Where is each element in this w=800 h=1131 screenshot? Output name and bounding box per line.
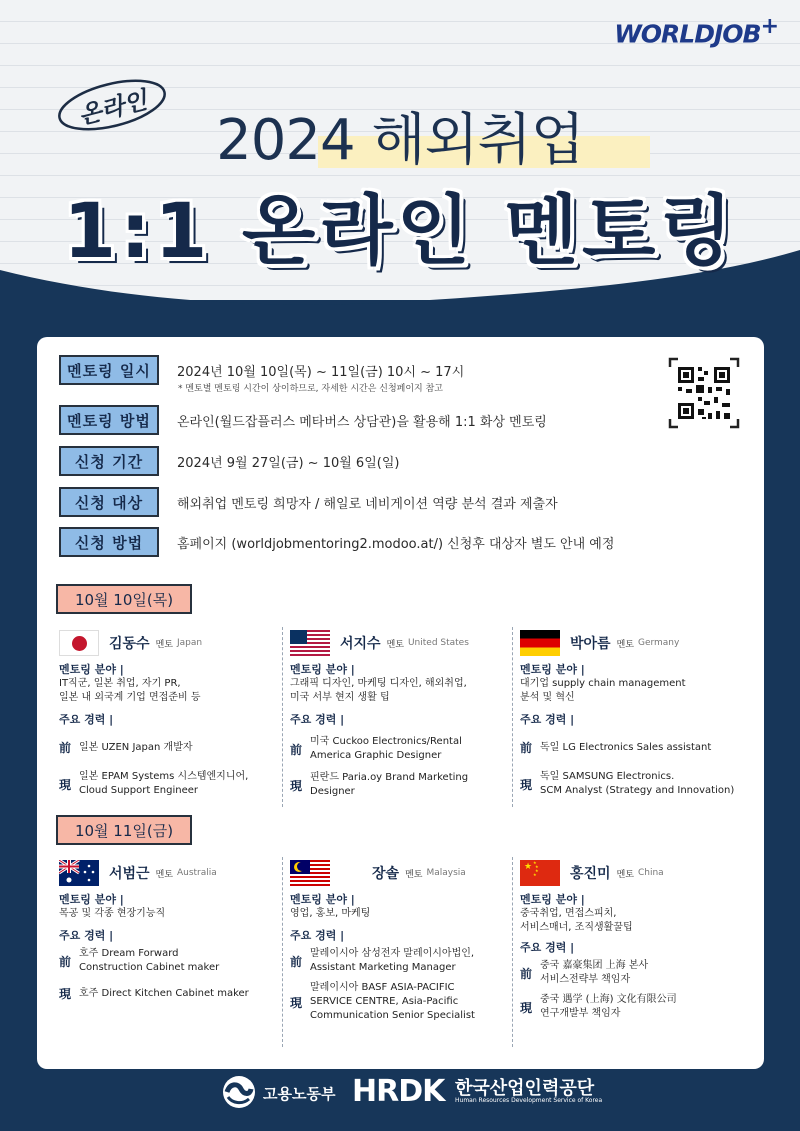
career-label: 주요 경력 | [290,929,345,942]
current-line: Cloud Support Engineer [79,785,198,796]
field-label: 멘토링 분야 | [290,893,355,906]
field-label: 멘토링 분야 | [59,663,124,676]
info-value: 해외취업 멘토링 희망자 / 해일로 네비게이션 역량 분석 결과 제출자 [177,496,558,512]
date-tag-day1: 10월 10일(목) [56,584,192,614]
mentor-name: 서범근 [109,866,150,882]
current-line: 핀란드 Paria.oy Brand Marketing [310,772,469,783]
field-line: 그래픽 디자인, 마케팅 디자인, 해외취업, [290,678,467,689]
field-label: 멘토링 분야 | [290,663,355,676]
career-label: 주요 경력 | [520,713,575,726]
mentor-card [290,629,514,799]
usa-flag-icon [290,630,330,656]
past-mark: 前 [290,954,303,969]
current-line: 연구개발부 책임자 [540,1008,621,1019]
field-line: 중국취업, 면접스피치, [520,908,617,919]
field-line: 대기업 supply chain management [520,678,686,689]
content-card [37,337,764,1069]
past-mark: 前 [290,742,303,757]
info-label: 신청 방법 [59,527,159,557]
worldjob-logo: WORLDJOB+ [614,14,778,49]
past-mark: 前 [59,741,72,755]
mentor-card [520,859,744,1021]
japan-flag-icon [59,630,99,656]
info-label: 멘토링 일시 [59,355,159,385]
info-label: 신청 대상 [59,487,159,517]
title-line-1: 2024 해외취업 [216,108,584,173]
mentor-role: 멘토 [386,639,404,650]
qr-code[interactable] [668,357,740,429]
date-tag-day2: 10월 11일(금) [56,815,192,845]
mentor-card [59,629,283,798]
past-line: 서비스전략부 책임자 [540,974,631,985]
field-line: 서비스매너, 조직생활꿀팁 [520,922,633,933]
current-line: Communication Senior Specialist [310,1010,475,1021]
column-divider [512,627,513,807]
column-divider [282,627,283,807]
field-line: 영업, 홍보, 마케팅 [290,908,371,919]
china-flag-icon: ★ ★ ★ ★ ★ [520,860,560,886]
hrdk-logo: HRDK [352,1074,445,1109]
online-badge: 온라인 [50,67,175,144]
mentor-card [290,859,514,1023]
field-label: 멘토링 분야 | [59,893,124,906]
australia-flag-icon [59,860,99,886]
past-mark: 前 [520,741,533,755]
mentor-name: 장솔 [372,866,400,882]
current-line: 말레이시아 BASF ASIA-PACIFIC [310,982,455,993]
mentor-role: 멘토 [616,639,634,650]
current-line: 호주 Direct Kitchen Cabinet maker [79,987,249,999]
mentor-role: 멘토 [155,869,173,880]
mentor-country: Germany [637,638,680,648]
past-line: Construction Cabinet maker [79,962,220,973]
mentor-country: Malaysia [426,868,466,878]
career-label: 주요 경력 | [290,713,345,726]
current-mark: 現 [520,1000,533,1015]
past-mark: 前 [520,966,533,981]
mentor-name: 김동수 [109,636,150,652]
field-line: IT직군, 일본 취업, 자기 PR, [59,678,181,689]
info-label: 신청 기간 [59,446,159,476]
current-line: SCM Analyst (Strategy and Innovation) [540,785,735,796]
past-line: America Graphic Designer [310,750,442,761]
mentor-country: China [637,868,664,878]
column-divider [512,857,513,1047]
ministry-logo-icon [222,1075,256,1109]
hrdk-name-english: Human Resources Development Service of Korea [455,1097,603,1104]
malaysia-flag-icon [290,860,330,886]
info-value: 온라인(월드잡플러스 메타버스 상담관)을 활용해 1:1 화상 멘토링 [177,414,547,430]
mentor-name: 서지수 [340,636,381,652]
info-row-period [59,446,399,476]
info-row-target [59,487,558,517]
past-line: Assistant Marketing Manager [310,962,456,973]
current-mark: 現 [290,995,303,1010]
current-line: 중국 遇学 (上海) 文化有限公司 [540,994,677,1005]
field-label: 멘토링 분야 | [520,663,585,676]
info-row-apply [59,527,614,557]
mentor-name: 박아름 [570,636,611,652]
field-line: 미국 서부 현지 생활 팁 [290,692,390,703]
past-line: 호주 Dream Forward [79,948,179,959]
past-line: 일본 UZEN Japan 개발자 [79,741,193,753]
career-label: 주요 경력 | [59,929,114,942]
field-line: 분석 및 혁신 [520,692,575,703]
mentor-role: 멘토 [155,639,173,650]
mentor-role: 멘토 [616,869,634,880]
germany-flag-icon [520,630,560,656]
column-divider [282,857,283,1047]
info-note: * 멘토별 멘토링 시간이 상이하므로, 자세한 시간은 신청페이지 참고 [178,384,443,394]
current-line: SERVICE CENTRE, Asia-Pacific [310,996,459,1007]
current-line: Designer [310,786,355,797]
current-mark: 現 [290,778,303,793]
info-value: 2024년 10월 10일(목) ~ 11일(금) 10시 ~ 17시 [177,364,465,380]
past-line: 말레이시아 삼성전자 말레이시아법인, [310,948,475,959]
career-label: 주요 경력 | [520,941,575,954]
field-label: 멘토링 분야 | [520,893,585,906]
info-value: 홈페이지 (worldjobmentoring2.modoo.at/) 신청후 대상자 별도 안내 예정 [177,536,615,552]
mentor-country: Australia [176,868,217,878]
info-row-method [59,405,547,435]
past-mark: 前 [59,954,72,969]
past-line: 중국 嘉豪集团 上海 본사 [540,960,649,971]
ministry-name: 고용노동부 [263,1085,336,1103]
current-line: 일본 EPAM Systems 시스템엔지니어, [79,771,249,782]
mentor-name: 홍진미 [570,866,611,882]
current-mark: 現 [59,987,72,1001]
info-label: 멘토링 방법 [59,405,159,435]
mentor-card [520,629,760,798]
mentor-role: 멘토 [405,869,423,880]
mentor-country: Japan [176,638,203,648]
mentor-country: United States [407,638,469,648]
field-line: 목공 및 각종 현장기능직 [59,908,166,919]
field-line: 일본 내 외국계 기업 면접준비 등 [59,692,201,703]
current-line: 독일 SAMSUNG Electronics. [540,771,675,782]
past-line: 독일 LG Electronics Sales assistant [540,741,712,753]
mentor-card [59,859,283,1002]
current-mark: 現 [520,777,533,792]
info-value: 2024년 9월 27일(금) ~ 10월 6일(일) [177,455,400,471]
hrdk-name-korean: 한국산업인력공단 [455,1078,595,1099]
current-mark: 現 [59,777,72,792]
career-label: 주요 경력 | [59,713,114,726]
title-line-2: 1:1 온라인 멘토링 [63,186,737,275]
past-line: 미국 Cuckoo Electronics/Rental [310,736,462,747]
